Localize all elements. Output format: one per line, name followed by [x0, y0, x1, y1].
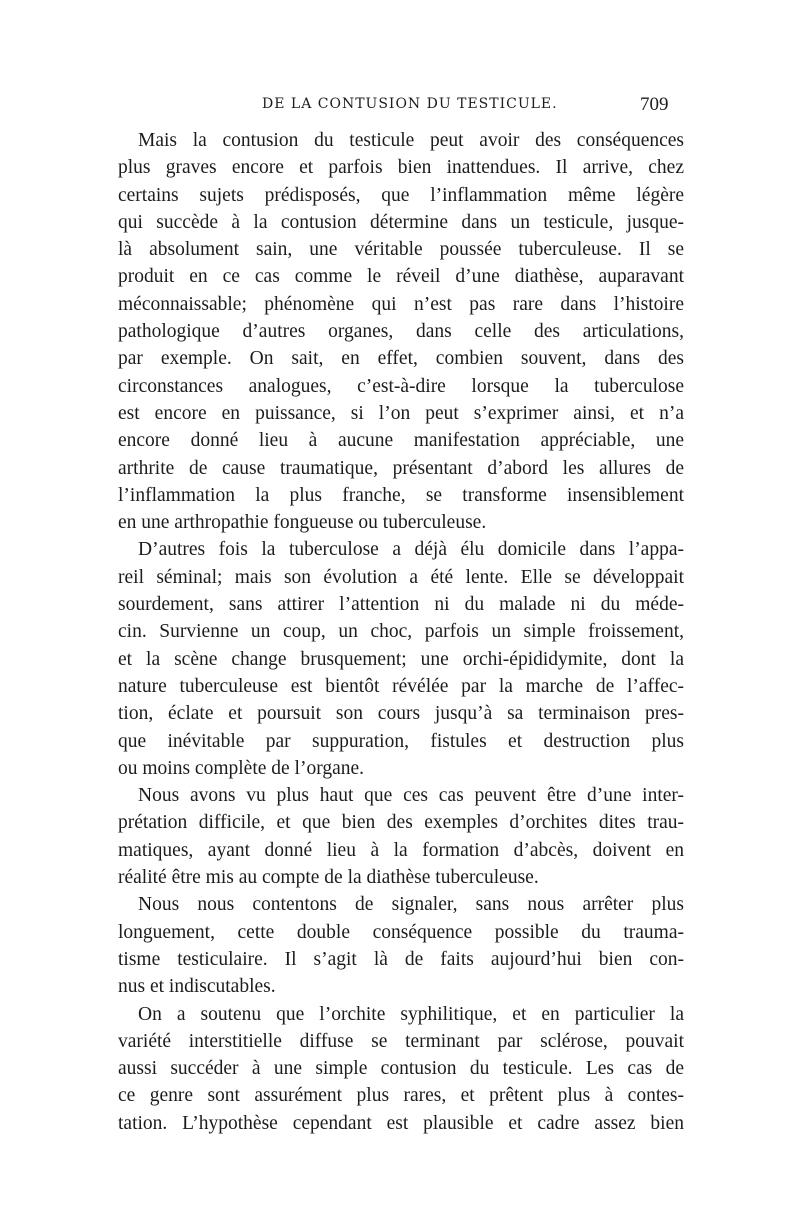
text-line: en une arthropathie fongueuse ou tuberculeuse. [118, 512, 487, 534]
text-line: que inévitable par suppuration, fistules et destruction plus [118, 730, 684, 752]
paragraph-3 [118, 782, 684, 891]
text-line: circonstances analogues, c’est-à-dire lorsque la tuberculose [118, 375, 684, 397]
paragraph-5 [118, 1001, 684, 1137]
text-line: l’inflammation la plus franche, se transforme insensiblement [118, 484, 684, 506]
body-text [118, 127, 684, 1137]
text-line: Mais la contusion du testicule peut avoir des conséquences [138, 130, 684, 151]
text-line: On a soutenu que l’orchite syphilitique, et en particulier la [138, 1003, 684, 1025]
text-line: ce genre sont assurément plus rares, et prêtent plus à contes- [118, 1085, 684, 1107]
text-line: réalité être mis au compte de la diathèse tuberculeuse. [118, 867, 539, 889]
text-line: cin. Survienne un coup, un choc, parfois un simple froissement, [118, 621, 684, 643]
paragraph-4 [118, 891, 684, 1000]
text-line: sourdement, sans attirer l’attention ni du malade ni du méde- [118, 594, 684, 616]
paragraph-2 [118, 536, 684, 782]
text-line: Nous avons vu plus haut que ces cas peuvent être d’une inter- [138, 785, 684, 807]
text-line: D’autres fois la tuberculose a déjà élu domicile dans l’appa- [138, 539, 684, 561]
running-title: DE LA CONTUSION DU TESTICULE. [262, 96, 558, 112]
text-line: méconnaissable; phénomène qui n’est pas rare dans l’histoire [118, 293, 684, 315]
paragraph-1 [118, 127, 684, 536]
text-line: plus graves encore et parfois bien inattendues. Il arrive, chez [118, 157, 684, 179]
text-line: certains sujets prédisposés, que l’inflammation même légère [118, 184, 684, 206]
text-line: matiques, ayant donné lieu à la formation d’abcès, doivent en [118, 839, 684, 861]
text-line: nus et indiscutables. [118, 976, 276, 998]
text-line: aussi succéder à une simple contusion du testicule. Les cas de [118, 1058, 684, 1080]
text-line: et la scène change brusquement; une orchi-épididymite, dont la [118, 648, 684, 670]
text-line: encore donné lieu à aucune manifestation appréciable, une [118, 430, 684, 452]
text-line: pathologique d’autres organes, dans celle des articulations, [118, 321, 684, 343]
text-line: reil séminal; mais son évolution a été lente. Elle se développait [118, 566, 684, 588]
text-line: là absolument sain, une véritable poussée tuberculeuse. Il se [118, 239, 684, 261]
text-line: nature tuberculeuse est bientôt révélée par la marche de l’affec- [118, 675, 684, 697]
text-line: produit en ce cas comme le réveil d’une diathèse, auparavant [118, 266, 684, 288]
text-line: prétation difficile, et que bien des exemples d’orchites dites trau- [118, 812, 684, 834]
text-line: tation. L’hypothèse cependant est plausible et cadre assez bien [118, 1112, 684, 1134]
text-line: variété interstitielle diffuse se terminant par sclérose, pouvait [118, 1030, 684, 1052]
running-head [0, 94, 800, 118]
text-line: qui succède à la contusion détermine dans un testicule, jusque- [118, 211, 684, 233]
text-line: tion, éclate et poursuit son cours jusqu’à sa terminaison pres- [118, 703, 684, 725]
text-line: Nous nous contentons de signaler, sans nous arrêter plus [138, 894, 684, 916]
text-line: ou moins complète de l’organe. [118, 757, 365, 779]
text-line: par exemple. On sait, en effet, combien souvent, dans des [118, 348, 684, 370]
text-line: arthrite de cause traumatique, présentant d’abord les allures de [118, 457, 684, 479]
text-line: est encore en puissance, si l’on peut s’exprimer ainsi, et n’a [118, 402, 684, 424]
text-line: longuement, cette double conséquence possible du trauma- [118, 921, 684, 943]
text-line: tisme testiculaire. Il s’agit là de faits aujourd’hui bien con- [118, 948, 684, 970]
page-number: 709 [640, 94, 669, 115]
